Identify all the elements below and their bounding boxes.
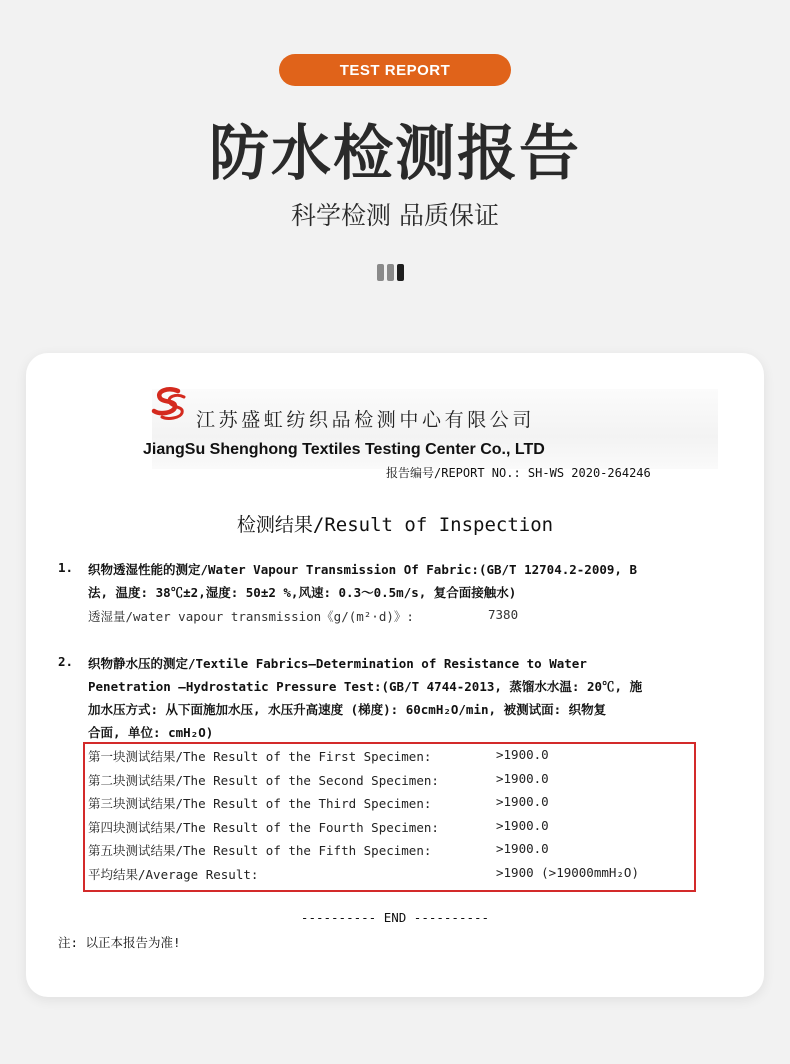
item2-line3: 加水压方式: 从下面施加水压, 水压升高速度 (梯度): 60cmH₂O/min, 被测试面: 织物复 [88, 702, 607, 717]
average-result-row [88, 865, 639, 883]
item1-line1: 织物透湿性能的测定/Water Vapour Transmission Of Fabric:(GB/T 12704.2-2009, B [88, 562, 637, 577]
page-title: 防水检测报告 [209, 119, 581, 189]
item2-number: 2. [58, 654, 74, 669]
result-value: >1900.0 [496, 747, 549, 762]
dot [387, 264, 394, 281]
end-marker: ---------- END ---------- [300, 910, 490, 925]
item2-line1: 织物静水压的测定/Textile Fabrics—Determination of Resistance to Water [88, 656, 587, 671]
page-subtitle: 科学检测 品质保证 [291, 201, 499, 230]
item1-line2: 法, 温度: 38℃±2,湿度: 50±2 %,风速: 0.3～0.5m/s, 复合面接触水) [88, 585, 517, 600]
report-card [26, 353, 764, 997]
result-value: >1900 (>19000mmH₂O) [496, 865, 639, 880]
result-label: 第三块测试结果/The Result of the Third Specimen: [88, 796, 432, 811]
result-label: 第四块测试结果/The Result of the Fourth Specimen: [88, 820, 439, 835]
company-name-cn: 江苏盛虹纺织品检测中心有限公司 [196, 409, 536, 431]
item1-label: 透湿量/water vapour transmission《g/(m²·d)》: [88, 609, 414, 624]
result-row [88, 771, 549, 789]
item2-line2: Penetration —Hydrostatic Pressure Test:(GB/T 4744-2013, 蒸馏水水温: 20℃, 施 [88, 679, 643, 694]
result-label: 第二块测试结果/The Result of the Second Specimen: [88, 773, 439, 788]
result-value: >1900.0 [496, 794, 549, 809]
result-label: 第五块测试结果/The Result of the Fifth Specimen: [88, 843, 432, 858]
report-number: 报告编号/REPORT NO.: SH-WS 2020-264246 [386, 466, 651, 480]
dot-active [397, 264, 404, 281]
result-row [88, 747, 549, 765]
result-value: >1900.0 [496, 818, 549, 833]
dot [377, 264, 384, 281]
result-value: >1900.0 [496, 841, 549, 856]
result-label: 第一块测试结果/The Result of the First Specimen: [88, 749, 432, 764]
result-row [88, 841, 549, 859]
company-name-en: JiangSu Shenghong Textiles Testing Center Co., LTD [143, 441, 545, 458]
test-report-badge: TEST REPORT [279, 54, 511, 86]
company-logo-icon [148, 385, 192, 423]
item2-line4: 合面, 单位: cmH₂O) [88, 725, 214, 740]
item1-value: 7380 [488, 607, 519, 622]
result-label: 平均结果/Average Result: [88, 867, 259, 882]
footnote: 注: 以正本报告为准! [58, 935, 181, 950]
item1-number: 1. [58, 560, 74, 575]
decorative-dots [377, 264, 404, 281]
result-heading: 检测结果/Result of Inspection [236, 514, 554, 536]
result-row [88, 818, 549, 836]
result-row [88, 794, 549, 812]
result-value: >1900.0 [496, 771, 549, 786]
